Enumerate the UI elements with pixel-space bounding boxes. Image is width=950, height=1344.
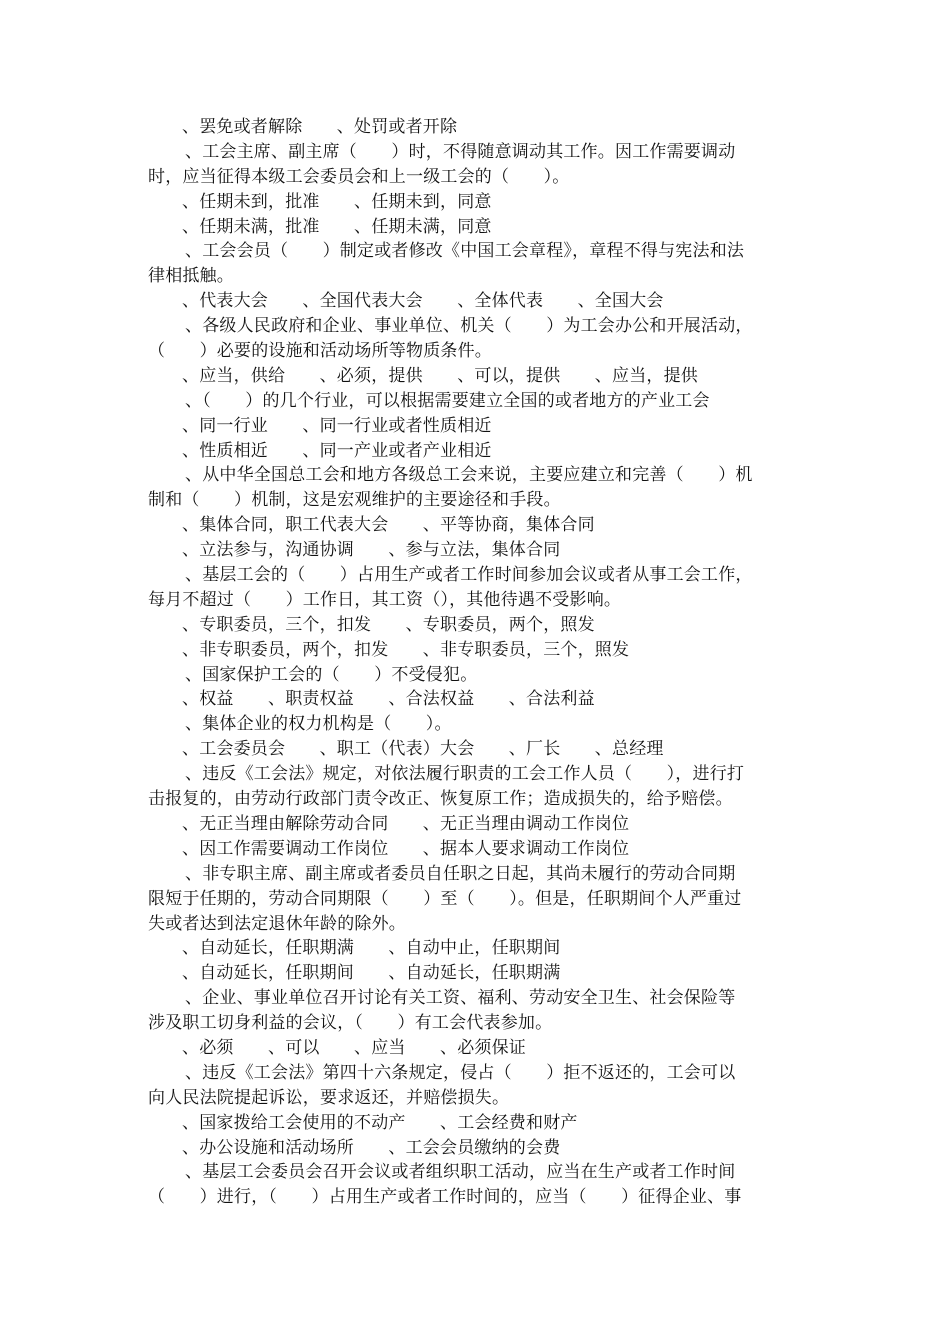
answer-options: 、同一行业 、同一行业或者性质相近 — [182, 415, 492, 436]
question-text: 、集体企业的权力机构是（ ）。 — [185, 714, 452, 735]
question-text-continued: 制和（ ）机制，这是宏观维护的主要途径和手段。 — [148, 490, 561, 511]
question-text-continued: 向人民法院提起诉讼，要求返还，并赔偿损失。 — [148, 1087, 510, 1108]
question-text-continued: 失或者达到法定退休年龄的除外。 — [148, 913, 406, 934]
answer-options: 、自动延长，任职期间 、自动延长，任职期满 — [182, 963, 561, 984]
question-text: 、违反《工会法》规定，对依法履行职责的工会工作人员（ ），进行打 — [185, 764, 745, 785]
question-text: 、工会会员（ ）制定或者修改《中国工会章程》，章程不得与宪法和法 — [185, 241, 745, 262]
question-text-continued: 律相抵触。 — [148, 266, 234, 287]
answer-options: 、必须 、可以 、应当 、必须保证 — [182, 1037, 526, 1058]
question-text: 、（ ）的几个行业，可以根据需要建立全国的或者地方的产业工会 — [185, 390, 710, 411]
answer-options: 、罢免或者解除 、处罚或者开除 — [182, 117, 458, 137]
answer-options: 、国家拨给工会使用的不动产 、工会经费和财产 — [182, 1112, 578, 1133]
question-text: 、基层工会委员会召开会议或者组织职工活动，应当在生产或者工作时间 — [185, 1162, 736, 1183]
question-text-continued: 击报复的，由劳动行政部门责令改正、恢复原工作；造成损失的，给予赔偿。 — [148, 789, 733, 810]
question-text: 、各级人民政府和企业、事业单位、机关（ ）为工会办公和开展活动， — [185, 316, 753, 337]
answer-options: 、集体合同，职工代表大会 、平等协商，集体合同 — [182, 515, 595, 536]
answer-options: 、权益 、职责权益 、合法权益 、合法利益 — [182, 689, 595, 710]
question-text: 、工会主席、副主席（ ）时，不得随意调动其工作。因工作需要调动 — [185, 141, 736, 162]
question-text-continued: 限短于任期的，劳动合同期限（ ）至（ ）。但是，任职期间个人严重过 — [148, 888, 742, 909]
question-text-continued: 每月不超过（ ）工作日，其工资（），其他待遇不受影响。 — [148, 589, 622, 610]
answer-options: 、非专职委员，两个，扣发 、非专职委员，三个，照发 — [182, 639, 630, 660]
question-text: 、从中华全国总工会和地方各级总工会来说，主要应建立和完善（ ）机 — [185, 465, 753, 486]
answer-options: 、任期未到，批准 、任期未到，同意 — [182, 191, 492, 212]
question-text-continued: 时，应当征得本级工会委员会和上一级工会的（ ）。 — [148, 166, 570, 187]
question-text: 、基层工会的（ ）占用生产或者工作时间参加会议或者从事工会工作， — [185, 565, 753, 586]
answer-options: 、工会委员会 、职工（代表）大会 、厂长 、总经理 — [182, 739, 664, 760]
question-text-continued: 涉及职工切身利益的会议，（ ）有工会代表参加。 — [148, 1013, 553, 1034]
question-text: 、企业、事业单位召开讨论有关工资、福利、劳动安全卫生、社会保险等 — [185, 988, 736, 1009]
answer-options: 、自动延长，任职期满 、自动中止，任职期间 — [182, 938, 561, 959]
question-text-continued: （ ）必要的设施和活动场所等物质条件。 — [148, 341, 492, 362]
answer-options: 、任期未满，批准 、任期未满，同意 — [182, 216, 492, 237]
answer-options: 、立法参与，沟通协调 、参与立法，集体合同 — [182, 540, 561, 561]
answer-options: 、因工作需要调动工作岗位 、据本人要求调动工作岗位 — [182, 838, 630, 859]
question-text-continued: （ ）进行，（ ）占用生产或者工作时间的，应当（ ）征得企业、事 — [148, 1187, 742, 1208]
question-text: 、非专职主席、副主席或者委员自任职之日起，其尚未履行的劳动合同期 — [185, 863, 736, 884]
answer-options: 、代表大会 、全国代表大会 、全体代表 、全国大会 — [182, 291, 664, 312]
document-body — [148, 115, 808, 1210]
question-text: 、国家保护工会的（ ）不受侵犯。 — [185, 664, 478, 685]
answer-options: 、性质相近 、同一产业或者产业相近 — [182, 440, 492, 461]
answer-options: 、专职委员，三个，扣发 、专职委员，两个，照发 — [182, 614, 595, 635]
question-text: 、违反《工会法》第四十六条规定，侵占（ ）拒不返还的，工会可以 — [185, 1062, 736, 1083]
answer-options: 、应当，供给 、必须，提供 、可以，提供 、应当，提供 — [182, 365, 698, 386]
answer-options: 、办公设施和活动场所 、工会会员缴纳的会费 — [182, 1137, 561, 1158]
answer-options: 、无正当理由解除劳动合同 、无正当理由调动工作岗位 — [182, 813, 630, 834]
